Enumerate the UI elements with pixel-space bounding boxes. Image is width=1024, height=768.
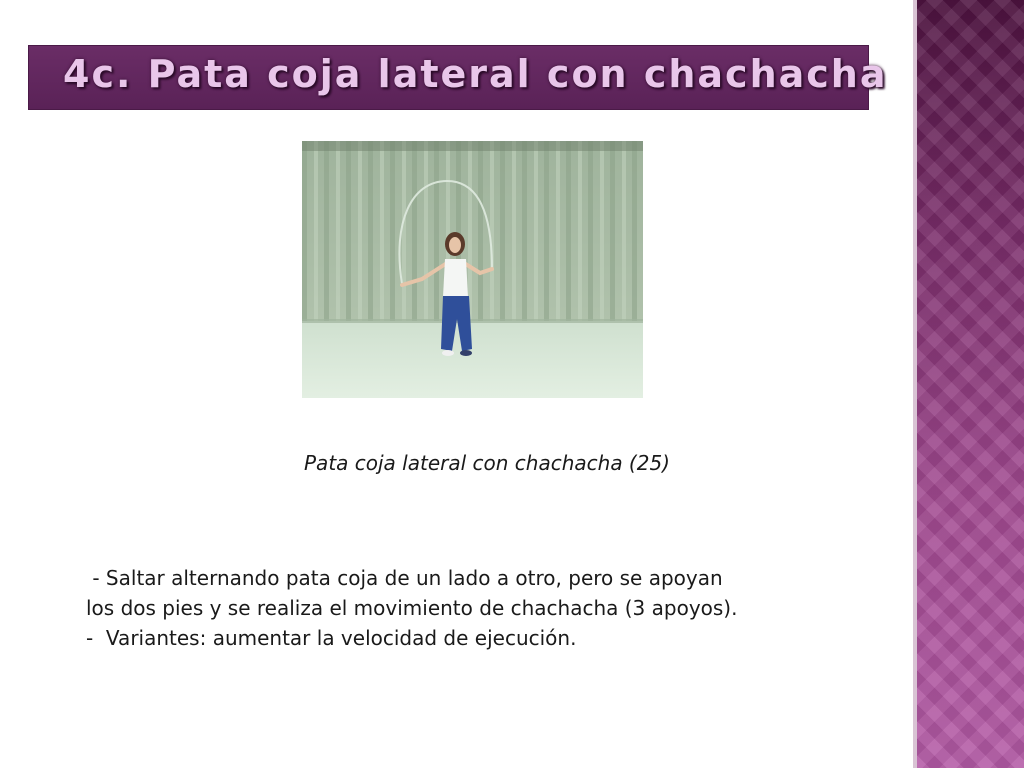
body-line-3: - Variantes: aumentar la velocidad de ejecución. — [86, 626, 577, 650]
title-bar — [28, 45, 888, 110]
slide-title: 4c. Pata coja lateral con chachacha — [63, 52, 888, 96]
body-line-1: - Saltar alternando pata coja de un lado a otro, pero se apoyan — [86, 566, 723, 590]
body-text — [86, 563, 866, 653]
decorative-side-band — [913, 0, 1024, 768]
photo-girl-jumping-rope — [302, 141, 643, 398]
body-line-2: los dos pies y se realiza el movimiento de chachacha (3 apoyos). — [86, 596, 738, 620]
photo-caption: Pata coja lateral con chachacha (25) — [304, 451, 670, 475]
